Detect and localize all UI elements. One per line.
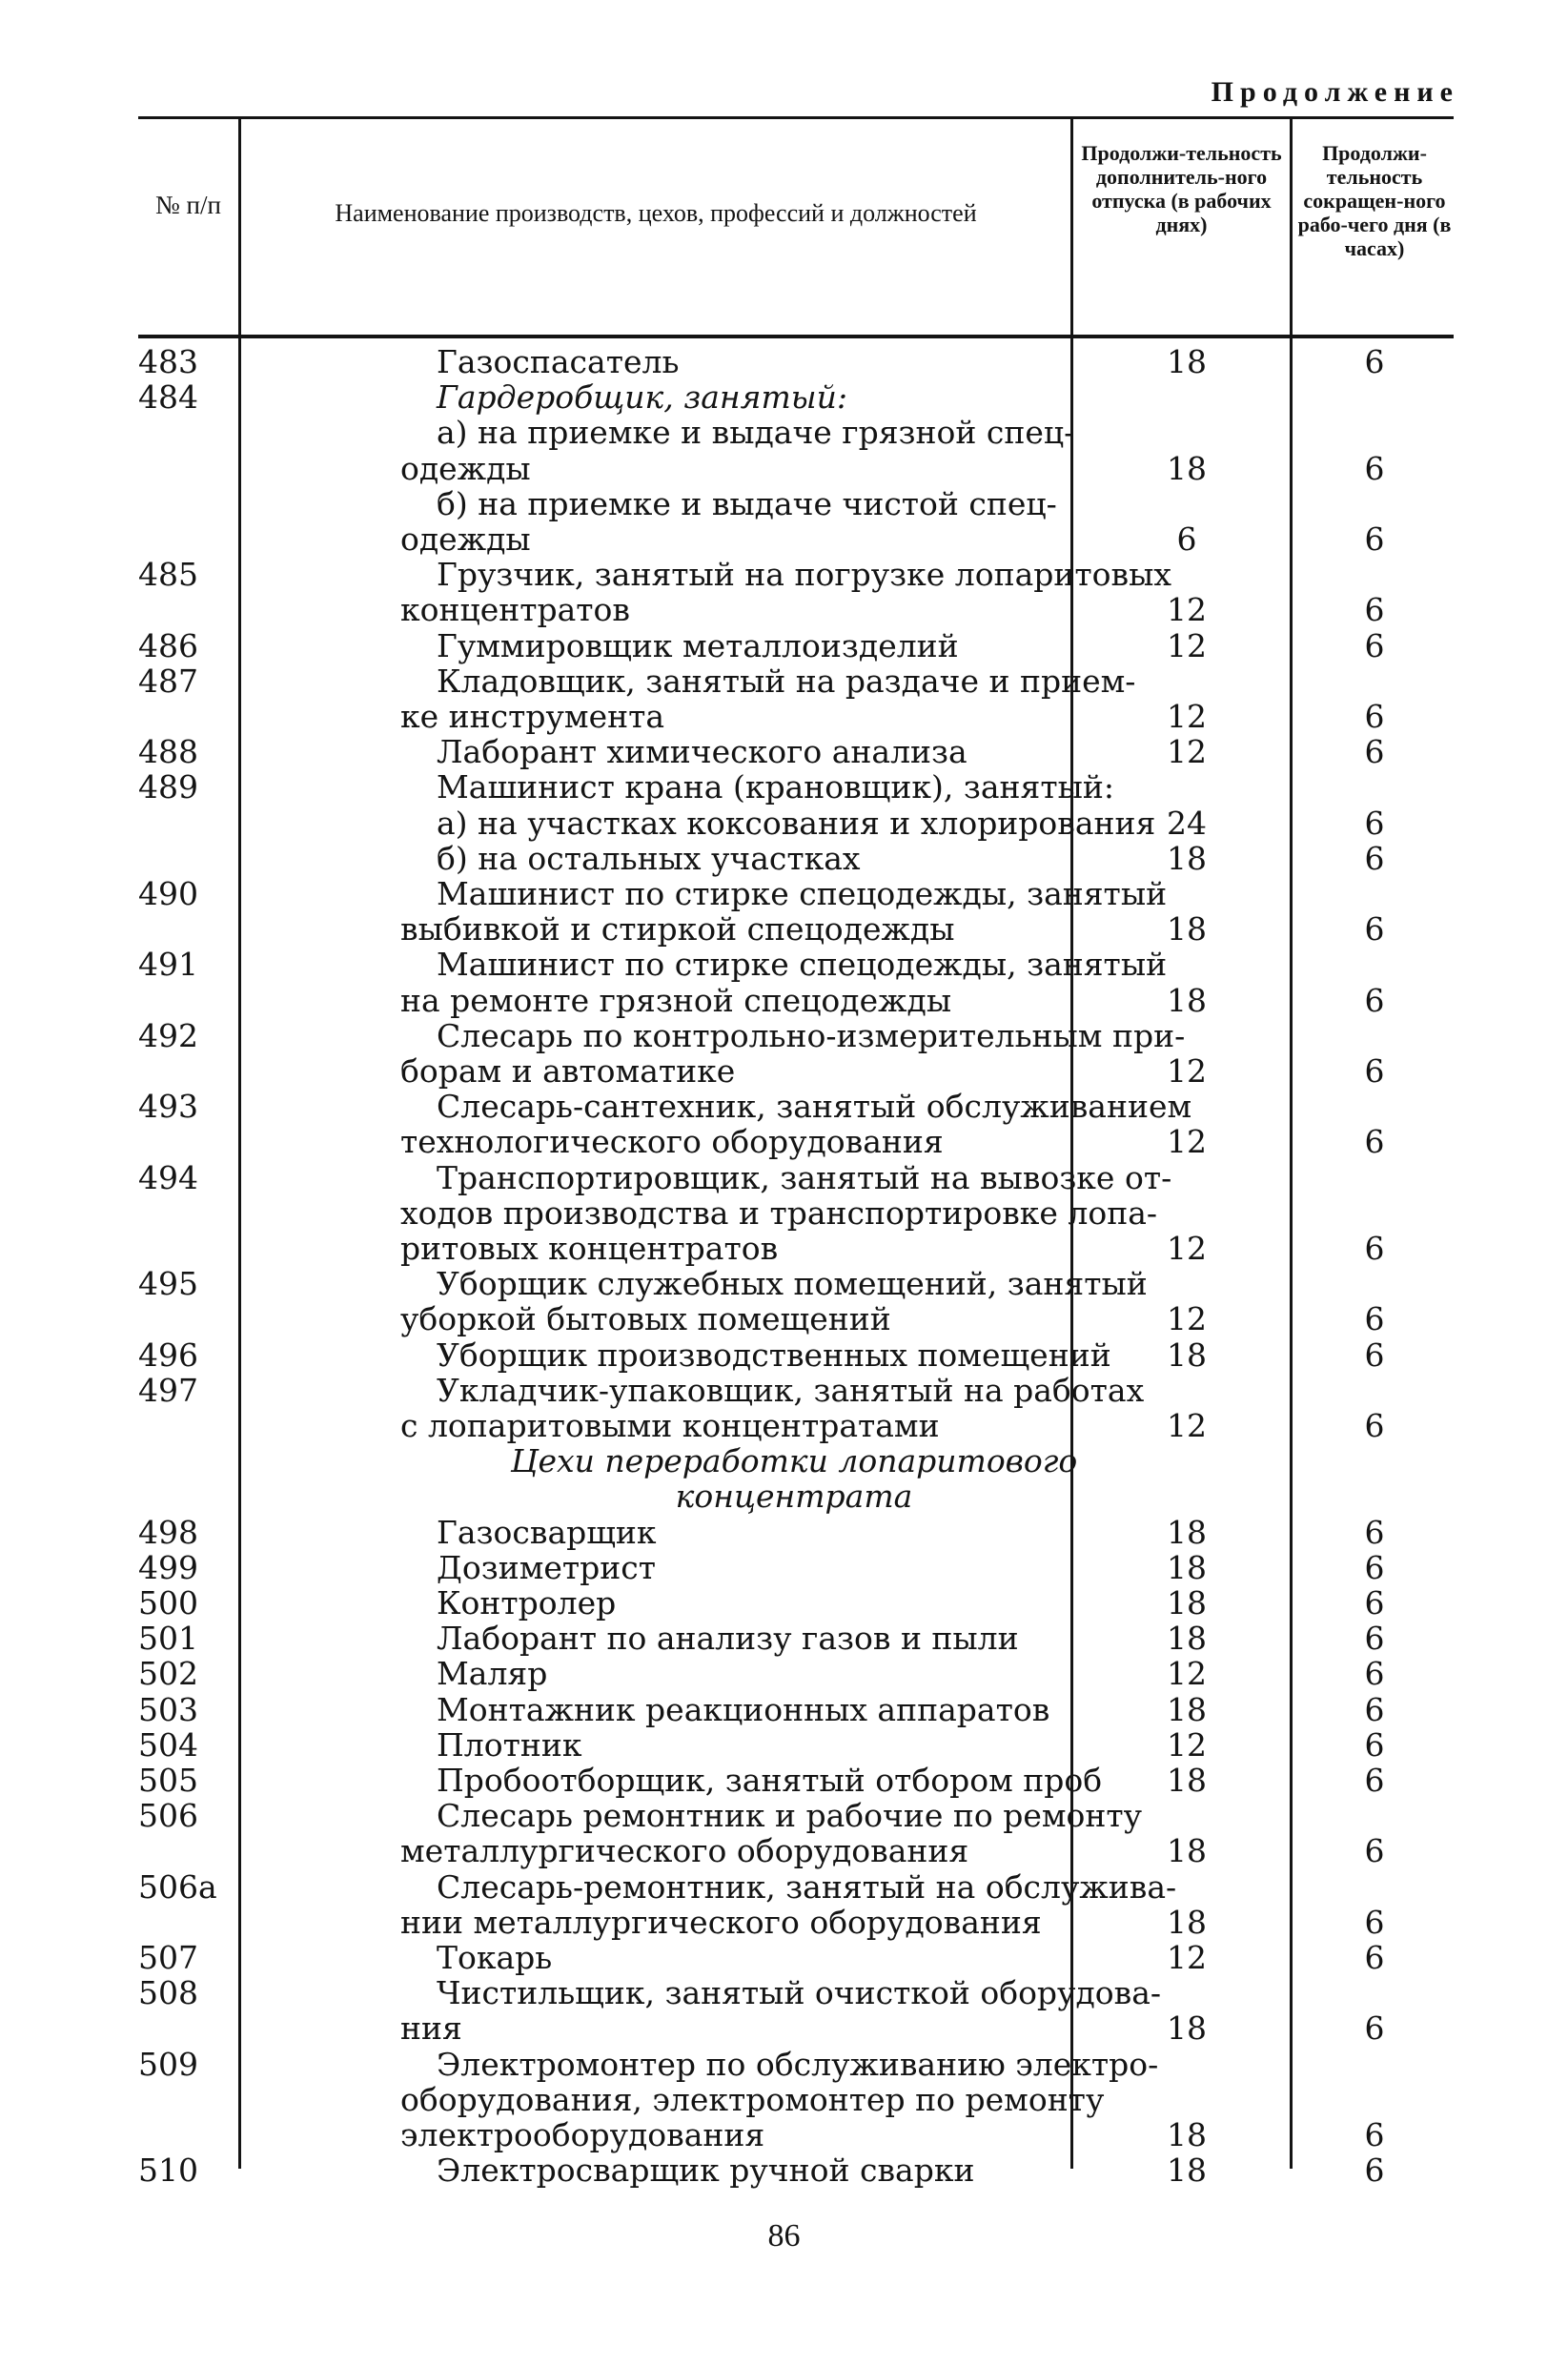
table-row [138,981,1454,1019]
table-row [138,558,1454,592]
table-row [138,449,1454,487]
row-name: Электромонтер по обслуживанию электро- [437,2045,1159,2083]
table-row [138,626,1454,664]
header-short-day: Продолжи-тельность сокращен-ного рабо-чего дня (в часах) [1297,141,1452,260]
row-number: 486 [138,626,198,664]
row-number: 508 [138,1974,198,2012]
row-name: Монтажник реакционных аппаратов [437,1690,1050,1728]
table-row [138,1513,1454,1551]
row-name: Уборщик производственных помещений [437,1336,1111,1374]
row-name: Токарь [437,1939,553,1976]
table-row [138,1622,1454,1656]
row-name: оборудования, электромонтер по ремонту [400,2080,1105,2118]
row-number: 506 [138,1797,198,1835]
row-number: 495 [138,1265,198,1303]
table-row [138,912,1454,947]
row-extra-leave-days: 18 [1167,1690,1207,1728]
row-number: 506а [138,1867,217,1906]
row-short-day-hours: 6 [1364,343,1385,380]
row-extra-leave-days: 12 [1167,1407,1207,1444]
row-short-day-hours: 6 [1364,520,1385,558]
row-name: Чистильщик, занятый очисткой оборудова- [437,1974,1162,2012]
table-row [138,1903,1454,1941]
row-number: 501 [138,1620,198,1658]
row-number: 500 [138,1584,198,1622]
table-row [138,380,1454,415]
row-short-day-hours: 6 [1364,1513,1385,1551]
row-number: 498 [138,1513,198,1551]
row-number: 487 [138,662,198,700]
table-row [138,1193,1454,1232]
table-row [138,1054,1454,1089]
table-row [138,1479,1454,1514]
row-extra-leave-days: 18 [1167,1584,1207,1622]
row-extra-leave-days: 18 [1167,1762,1207,1799]
table-header-rule [138,335,1454,338]
row-name: борам и автоматике [400,1052,736,1090]
row-short-day-hours: 6 [1364,1052,1385,1090]
table-row [138,1941,1454,1975]
table-row [138,806,1454,841]
table-row [138,345,1454,379]
row-name: Слесарь-ремонтник, занятый на обслужива- [437,1867,1177,1906]
row-extra-leave-days: 12 [1167,591,1207,629]
row-name: ритовых концентратов [400,1230,779,1267]
header-extra-leave: Продолжи-тельность дополнитель-ного отпуска (в рабочих днях) [1081,141,1282,236]
row-number: 491 [138,946,198,984]
row-number: 485 [138,556,198,594]
row-extra-leave-days: 12 [1167,1300,1207,1338]
row-extra-leave-days: 18 [1167,1832,1207,1870]
row-name: Укладчик-упаковщик, занятый на работах [437,1371,1145,1409]
table-row [138,1799,1454,1833]
row-name: Машинист по стирке спецодежды, занятый [437,946,1168,984]
row-name: Кладовщик, занятый на раздаче и прием- [437,662,1136,700]
row-name: Слесарь ремонтник и рабочие по ремонту [437,1797,1143,1835]
table-top-rule [138,116,1454,119]
row-name: электрооборудования [400,2116,765,2153]
row-name: а) на участках коксования и хлорирования [437,804,1156,842]
row-extra-leave-days: 18 [1167,839,1207,877]
row-short-day-hours: 6 [1364,2116,1385,2153]
row-short-day-hours: 6 [1364,449,1385,487]
table-row [138,1834,1454,1868]
row-short-day-hours: 6 [1364,1690,1385,1728]
row-name: Маляр [437,1655,548,1693]
row-name: технологического оборудования [400,1123,944,1161]
row-short-day-hours: 6 [1364,1123,1385,1161]
row-number: 484 [138,378,198,417]
row-name: ходов производства и транспортировке лопа- [400,1193,1158,1232]
row-short-day-hours: 6 [1364,981,1385,1019]
table-row [138,1302,1454,1336]
row-number: 504 [138,1725,198,1764]
row-extra-leave-days: 18 [1167,981,1207,1019]
row-name: Пробоотборщик, занятый отбором проб [437,1762,1103,1799]
row-number: 497 [138,1371,198,1409]
row-extra-leave-days: 18 [1167,449,1207,487]
row-number: 489 [138,768,198,806]
row-name: Слесарь-сантехник, занятый обслуживанием [437,1088,1192,1126]
row-number: 502 [138,1655,198,1693]
row-name: одежды [400,520,531,558]
row-extra-leave-days: 18 [1167,1903,1207,1941]
row-name: Газоспасатель [437,343,680,380]
row-extra-leave-days: 12 [1167,698,1207,735]
row-number: 507 [138,1939,198,1976]
row-extra-leave-days: 12 [1167,1939,1207,1976]
row-name: б) на приемке и выдаче чистой спец- [437,484,1057,522]
page-number: 86 [767,2218,801,2254]
row-name: Дозиметрист [437,1548,657,1586]
row-name: Машинист по стирке спецодежды, занятый [437,875,1168,912]
row-name: Уборщик служебных помещений, занятый [437,1265,1148,1303]
row-name: уборкой бытовых помещений [400,1300,891,1338]
row-extra-leave-days: 18 [1167,343,1207,380]
row-name: Машинист крана (крановщик), занятый: [437,768,1114,806]
header-number: № п/п [155,191,221,219]
row-extra-leave-days: 24 [1167,804,1207,842]
row-extra-leave-days: 12 [1167,1725,1207,1764]
row-short-day-hours: 6 [1364,1407,1385,1444]
row-short-day-hours: 6 [1364,733,1385,771]
table-row [138,1338,1454,1373]
table-row [138,1371,1454,1409]
row-name: Слесарь по контрольно-измерительным при- [437,1016,1186,1054]
table-row [138,1548,1454,1586]
table-row [138,2080,1454,2118]
row-short-day-hours: 6 [1364,2152,1385,2190]
row-number: 492 [138,1016,198,1054]
section-title: Цехи переработки лопаритового [510,1442,1078,1480]
table-row [138,1232,1454,1266]
row-name: одежды [400,449,531,487]
table-row [138,1016,1454,1054]
table-row [138,1657,1454,1691]
row-number: 483 [138,343,198,380]
table-row [138,1690,1454,1728]
row-short-day-hours: 6 [1364,1230,1385,1267]
row-short-day-hours: 6 [1364,1725,1385,1764]
row-extra-leave-days: 12 [1167,1230,1207,1267]
row-extra-leave-days: 18 [1167,2116,1207,2153]
table-row [138,1267,1454,1301]
row-number: 505 [138,1762,198,1799]
row-extra-leave-days: 12 [1167,1052,1207,1090]
row-short-day-hours: 6 [1364,1584,1385,1622]
row-number: 493 [138,1088,198,1126]
row-short-day-hours: 6 [1364,1620,1385,1658]
row-short-day-hours: 6 [1364,839,1385,877]
row-number: 496 [138,1336,198,1374]
row-name: Газосварщик [437,1513,657,1551]
row-short-day-hours: 6 [1364,698,1385,735]
row-short-day-hours: 6 [1364,1903,1385,1941]
row-name: ния [400,2009,462,2048]
table-row [138,1125,1454,1159]
table-row [138,770,1454,805]
table-row [138,1867,1454,1906]
row-short-day-hours: 6 [1364,1336,1385,1374]
row-name: концентратов [400,591,630,629]
row-number: 488 [138,733,198,771]
row-short-day-hours: 6 [1364,1548,1385,1586]
row-extra-leave-days: 18 [1167,2009,1207,2048]
row-short-day-hours: 6 [1364,910,1385,948]
row-name: б) на остальных участках [437,839,861,877]
row-extra-leave-days: 12 [1167,1123,1207,1161]
table-row [138,948,1454,982]
table-row [138,2045,1454,2083]
table-row [138,664,1454,699]
row-extra-leave-days: 12 [1167,1655,1207,1693]
table-row [138,522,1454,557]
table-row [138,1976,1454,2010]
row-name: Лаборант по анализу газов и пыли [437,1620,1019,1658]
row-short-day-hours: 6 [1364,1655,1385,1693]
table-row [138,416,1454,450]
row-extra-leave-days: 18 [1167,910,1207,948]
row-name: Гуммировщик металлоизделий [437,626,959,664]
row-name: Грузчик, занятый на погрузке лопаритовых [437,556,1171,594]
row-name: Транспортировщик, занятый на вывозке от- [437,1158,1172,1196]
row-short-day-hours: 6 [1364,1762,1385,1799]
row-name: Гардеробщик, занятый: [437,378,847,417]
table-row [138,593,1454,627]
row-number: 494 [138,1158,198,1196]
row-name: а) на приемке и выдаче грязной спец- [437,414,1075,452]
table-row [138,877,1454,911]
table-row [138,2153,1454,2188]
row-extra-leave-days: 18 [1167,1336,1207,1374]
row-name: на ремонте грязной спецодежды [400,981,952,1019]
row-name: Электросварщик ручной сварки [437,2152,975,2190]
row-short-day-hours: 6 [1364,1300,1385,1338]
row-number: 499 [138,1548,198,1586]
row-name: с лопаритовыми концентратами [400,1407,940,1444]
row-name: Контролер [437,1584,617,1622]
table-row [138,1586,1454,1621]
table-row [138,1725,1454,1764]
row-number: 510 [138,2152,198,2190]
table-row [138,2118,1454,2152]
table-row [138,1090,1454,1124]
row-short-day-hours: 6 [1364,804,1385,842]
table-row [138,484,1454,522]
row-name: металлургического оборудования [400,1832,969,1870]
row-extra-leave-days: 6 [1176,520,1197,558]
row-short-day-hours: 6 [1364,1832,1385,1870]
table-row [138,839,1454,877]
row-extra-leave-days: 18 [1167,2152,1207,2190]
row-extra-leave-days: 18 [1167,1513,1207,1551]
row-number: 490 [138,875,198,912]
row-name: Лаборант химического анализа [437,733,967,771]
section-title: концентрата [675,1478,913,1516]
table-row [138,735,1454,769]
table-row [138,1158,1454,1196]
row-extra-leave-days: 18 [1167,1548,1207,1586]
row-number: 509 [138,2045,198,2083]
row-extra-leave-days: 12 [1167,626,1207,664]
row-name: нии металлургического оборудования [400,1903,1042,1941]
row-name: выбивкой и стиркой спецодежды [400,910,955,948]
header-name: Наименование производств, цехов, профессий и должностей [335,199,977,227]
row-short-day-hours: 6 [1364,2009,1385,2048]
row-short-day-hours: 6 [1364,591,1385,629]
row-extra-leave-days: 12 [1167,733,1207,771]
table-row [138,700,1454,734]
row-short-day-hours: 6 [1364,626,1385,664]
row-name: Плотник [437,1725,582,1764]
row-name: ке инструмента [400,698,665,735]
row-extra-leave-days: 18 [1167,1620,1207,1658]
table-row [138,1764,1454,1798]
table-row [138,1444,1454,1479]
table-row [138,2011,1454,2046]
continuation-label: Продолжение [1211,76,1459,108]
row-short-day-hours: 6 [1364,1939,1385,1976]
row-number: 503 [138,1690,198,1728]
table-row [138,1409,1454,1443]
